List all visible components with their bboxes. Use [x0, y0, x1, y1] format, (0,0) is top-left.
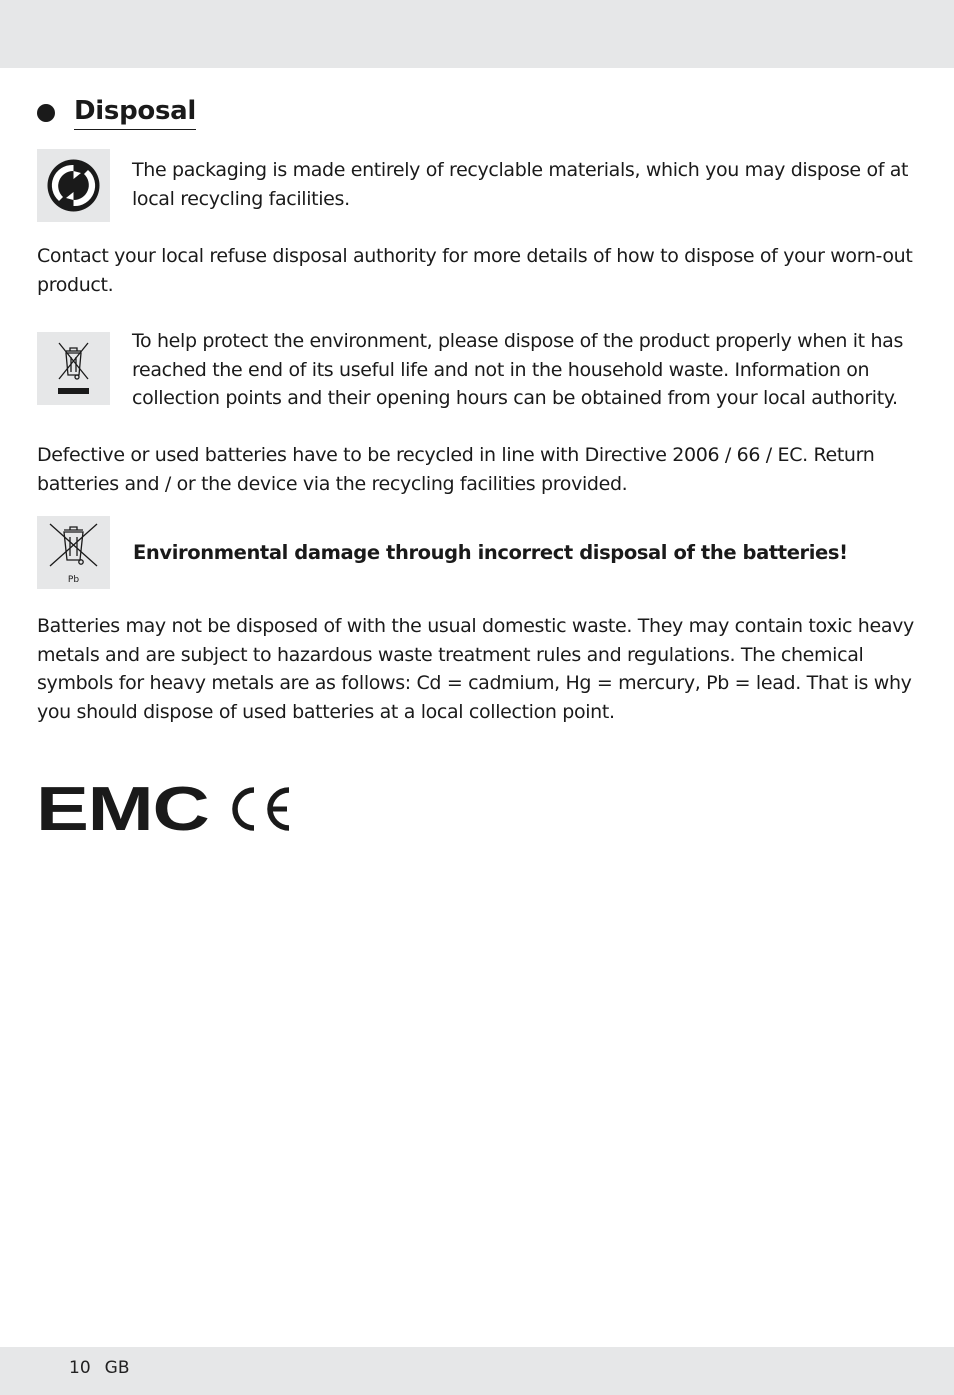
- ce-mark-icon: [227, 786, 293, 836]
- batteries-waste-paragraph: Batteries may not be disposed of with the usual domestic waste. They may contain toxic heavy metals and are subject to hazardous waste treatment rules and regulations. The chemical symbols for heavy metals are as follows: Cd = cadmium, Hg = mercury, Pb = lead. That is why you should dispose of used batteries at a local collection point.: [37, 615, 914, 723]
- packaging-paragraph: The packaging is made entirely of recyclable materials, which you may dispose of at local recycling facilities.: [132, 159, 909, 210]
- recycling-symbol-box: [37, 149, 110, 222]
- battery-symbol-box: [37, 516, 110, 589]
- language-code: GB: [104, 1358, 130, 1378]
- battery-warning-text: Environmental damage through incorrect disposal of the batteries!: [133, 541, 848, 564]
- weee-symbol-box: [37, 332, 110, 405]
- battery-pb-label: Pb: [67, 575, 80, 585]
- crossed-out-wheelie-bin-icon: [37, 332, 110, 405]
- page-number: 10: [69, 1358, 91, 1378]
- batteries-directive-paragraph: Defective or used batteries have to be recycled in line with Directive 2006 / 66 / EC. Return batteries and / or the device via the recycling facilities provided.: [37, 444, 875, 495]
- section-title: Disposal: [74, 96, 196, 130]
- bullet-dot-icon: [37, 104, 55, 122]
- contact-paragraph: Contact your local refuse disposal authority for more details of how to dispose of your worn-out product.: [37, 245, 913, 296]
- crossed-out-bin-pb-icon: [37, 516, 110, 589]
- environment-paragraph: To help protect the environment, please dispose of the product properly when it has reached the end of its useful life and not in the household waste. Information on collection points and their opening hours can be obtained from your local authority.: [132, 330, 904, 410]
- emc-logo: EMC: [36, 775, 209, 844]
- header-band: [0, 0, 954, 68]
- section-heading: [37, 94, 196, 132]
- page-footer: [69, 1358, 143, 1378]
- green-dot-recycling-icon: [37, 149, 110, 222]
